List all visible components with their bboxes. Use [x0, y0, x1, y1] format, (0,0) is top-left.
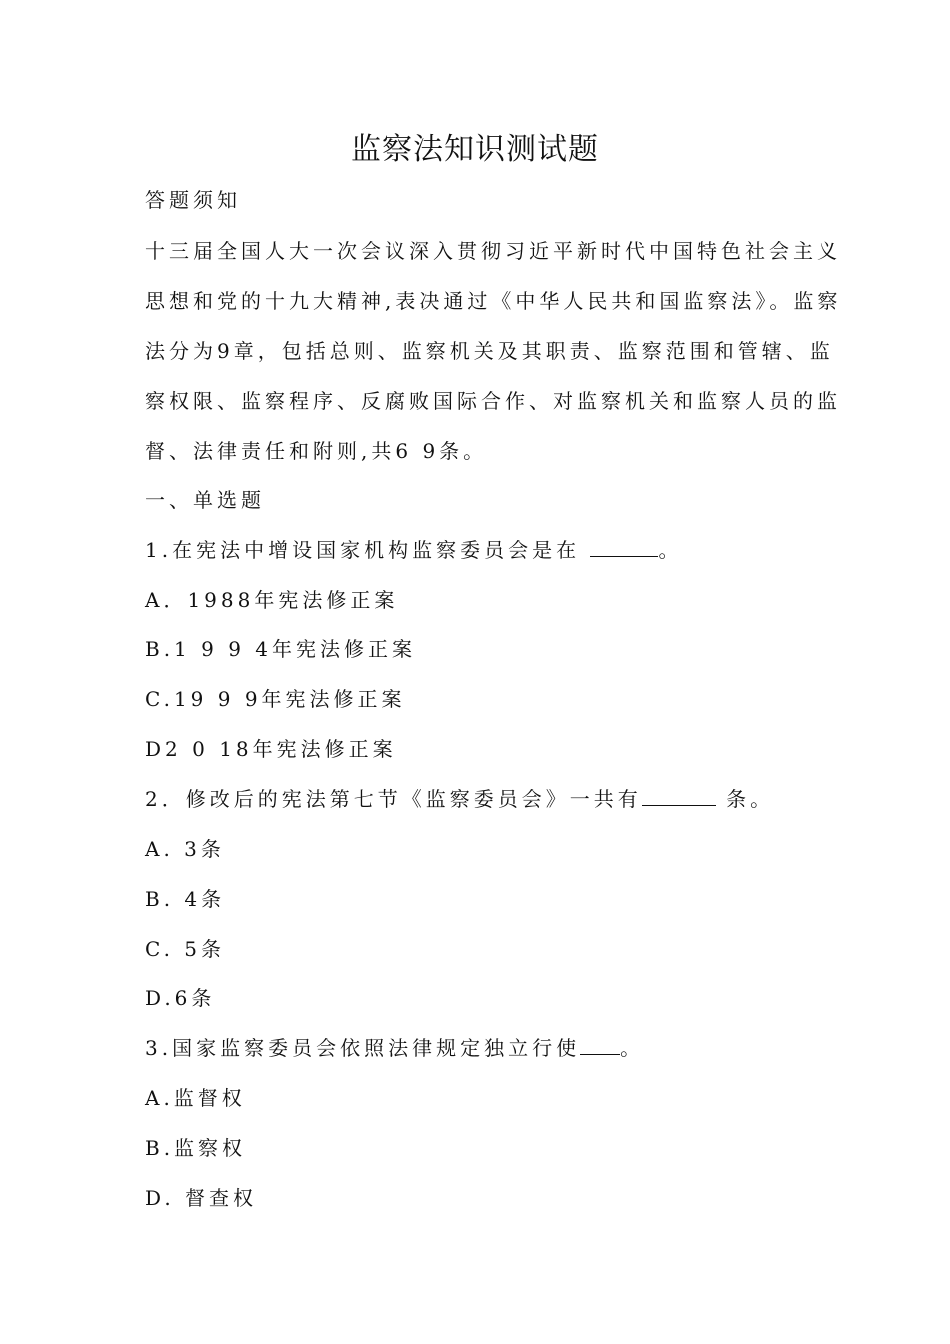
option-c: C.19 9 9年宪法修正案	[145, 687, 406, 711]
option-d: D. 督查权	[145, 1186, 258, 1210]
option-a: A.监督权	[145, 1086, 246, 1110]
page-title: 监察法知识测试题	[351, 132, 599, 167]
option-a: A. 3条	[145, 837, 225, 861]
intro-line: 督、法律责任和附则,共6 9条。	[145, 439, 488, 463]
intro-line: 察权限、监察程序、反腐败国际合作、对监察机关和监察人员的监	[145, 389, 841, 413]
question-stem-end: 。	[620, 1036, 645, 1060]
option-d: D.6条	[145, 986, 216, 1010]
answer-blank	[590, 538, 658, 557]
question-3-stem	[145, 1033, 644, 1063]
question-stem-end: 。	[658, 538, 683, 562]
option-c: C. 5条	[145, 937, 226, 961]
option-a: A．1988年宪法修正案	[145, 588, 399, 612]
question-1-stem	[145, 535, 682, 565]
question-stem-text: 3.国家监察委员会依照法律规定独立行使	[145, 1036, 581, 1060]
answer-blank	[580, 1036, 620, 1055]
section-heading: 一、单选题	[145, 488, 265, 512]
notice-heading: 答题须知	[145, 188, 241, 212]
option-b: B.监察权	[145, 1136, 247, 1160]
intro-line: 法分为9章，包括总则、监察机关及其职责、监察范围和管辖、监	[145, 339, 834, 363]
intro-line: 十三届全国人大一次会议深入贯彻习近平新时代中国特色社会主义	[145, 239, 841, 263]
intro-paragraph	[145, 236, 842, 486]
answer-blank	[642, 787, 716, 806]
question-stem-text: 2．修改后的宪法第七节《监察委员会》一共有	[145, 787, 642, 811]
intro-line: 思想和党的十九大精神,表决通过《中华人民共和国监察法》。监察	[145, 289, 842, 313]
question-stem-text: 1.在宪法中增设国家机构监察委员会是在	[145, 538, 591, 562]
option-b: B. 4条	[145, 887, 226, 911]
option-b: B.1 9 9 4年宪法修正案	[145, 637, 417, 661]
option-d: D2 0 18年宪法修正案	[145, 737, 397, 761]
question-stem-end: 条。	[715, 787, 775, 811]
question-2-stem	[145, 784, 774, 814]
